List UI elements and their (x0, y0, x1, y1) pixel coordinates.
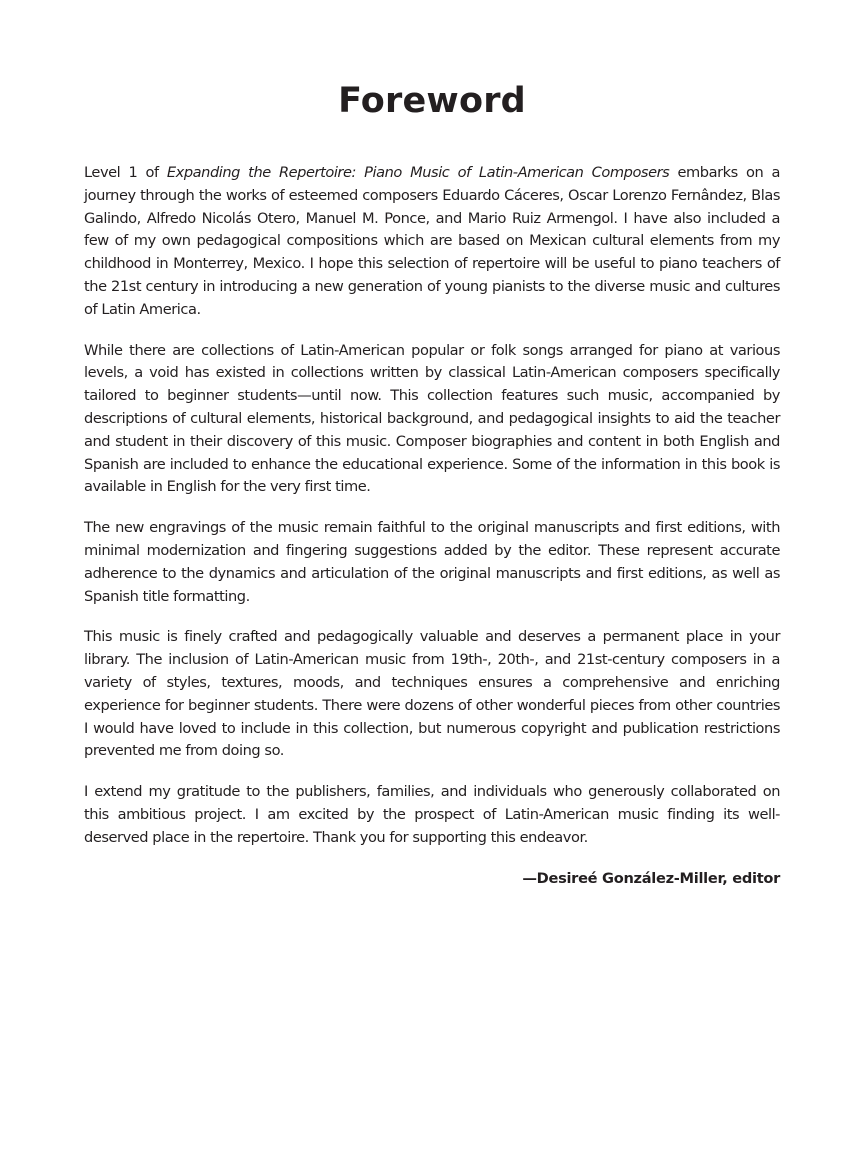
book-title: Expanding the Repertoire: Piano Music of Latin-American Composers (166, 164, 670, 181)
page-title: Foreword (338, 81, 526, 121)
foreword-page (84, 78, 780, 890)
paragraph-3: The new engravings of the music remain faithful to the original manuscripts and first editions, with minimal modernization and fingering suggestions added by the editor. These represent accurate adherence to the dynamics and articulation of the original manuscripts and first editions, as well as Spanish title formatting. (84, 519, 780, 605)
paragraph-4: This music is finely crafted and pedagogically valuable and deserves a permanent place in your library. The inclusion of Latin-American music from 19th-, 20th-, and 21st-century composers in a variety of styles, textures, moods, and techniques ensures a comprehensive and enriching experience for beginner students. There were dozens of other wonderful pieces from other countries I would have loved to include in this collection, but numerous copyright and publication restrictions prevented me from doing so. (84, 628, 780, 760)
editor-signature: —Desireé González-Miller, editor (522, 869, 780, 887)
paragraph-2: While there are collections of Latin-American popular or folk songs arranged for piano at various levels, a void has existed in collections written by classical Latin-American composers specifically tailored to beginner students—until now. This collection features such music, accompanied by descriptions of cultural elements, historical background, and pedagogical insights to aid the teacher and student in their discovery of this music. Composer biographies and content in both English and Spanish are included to enhance the educational experience. Some of the information in this book is available in English for the very first time. (84, 341, 780, 496)
paragraph-1 (84, 162, 780, 322)
paragraph-1-intro: Level 1 of (84, 164, 167, 181)
foreword-body (84, 162, 780, 890)
paragraph-5: I extend my gratitude to the publishers, families, and individuals who generously collaborated on this ambitious project. I am excited by the prospect of Latin-American music finding its well-deserved place in the repertoire. Thank you for supporting this endeavor. (84, 783, 780, 846)
paragraph-1-rest: embarks on a journey through the works of esteemed composers Eduardo Cáceres, Oscar Lorenzo Fernândez, Blas Galindo, Alfredo Nicolás Otero, Manuel M. Ponce, and Mario Ruiz Armengol. I have also included a few of my own pedagogical compositions which are based on Mexican cultural elements from my childhood in Monterrey, Mexico. I hope this selection of repertoire will be useful to piano teachers of the 21st century in introducing a new generation of young pianists to the diverse music and cultures of Latin America. (84, 164, 780, 318)
